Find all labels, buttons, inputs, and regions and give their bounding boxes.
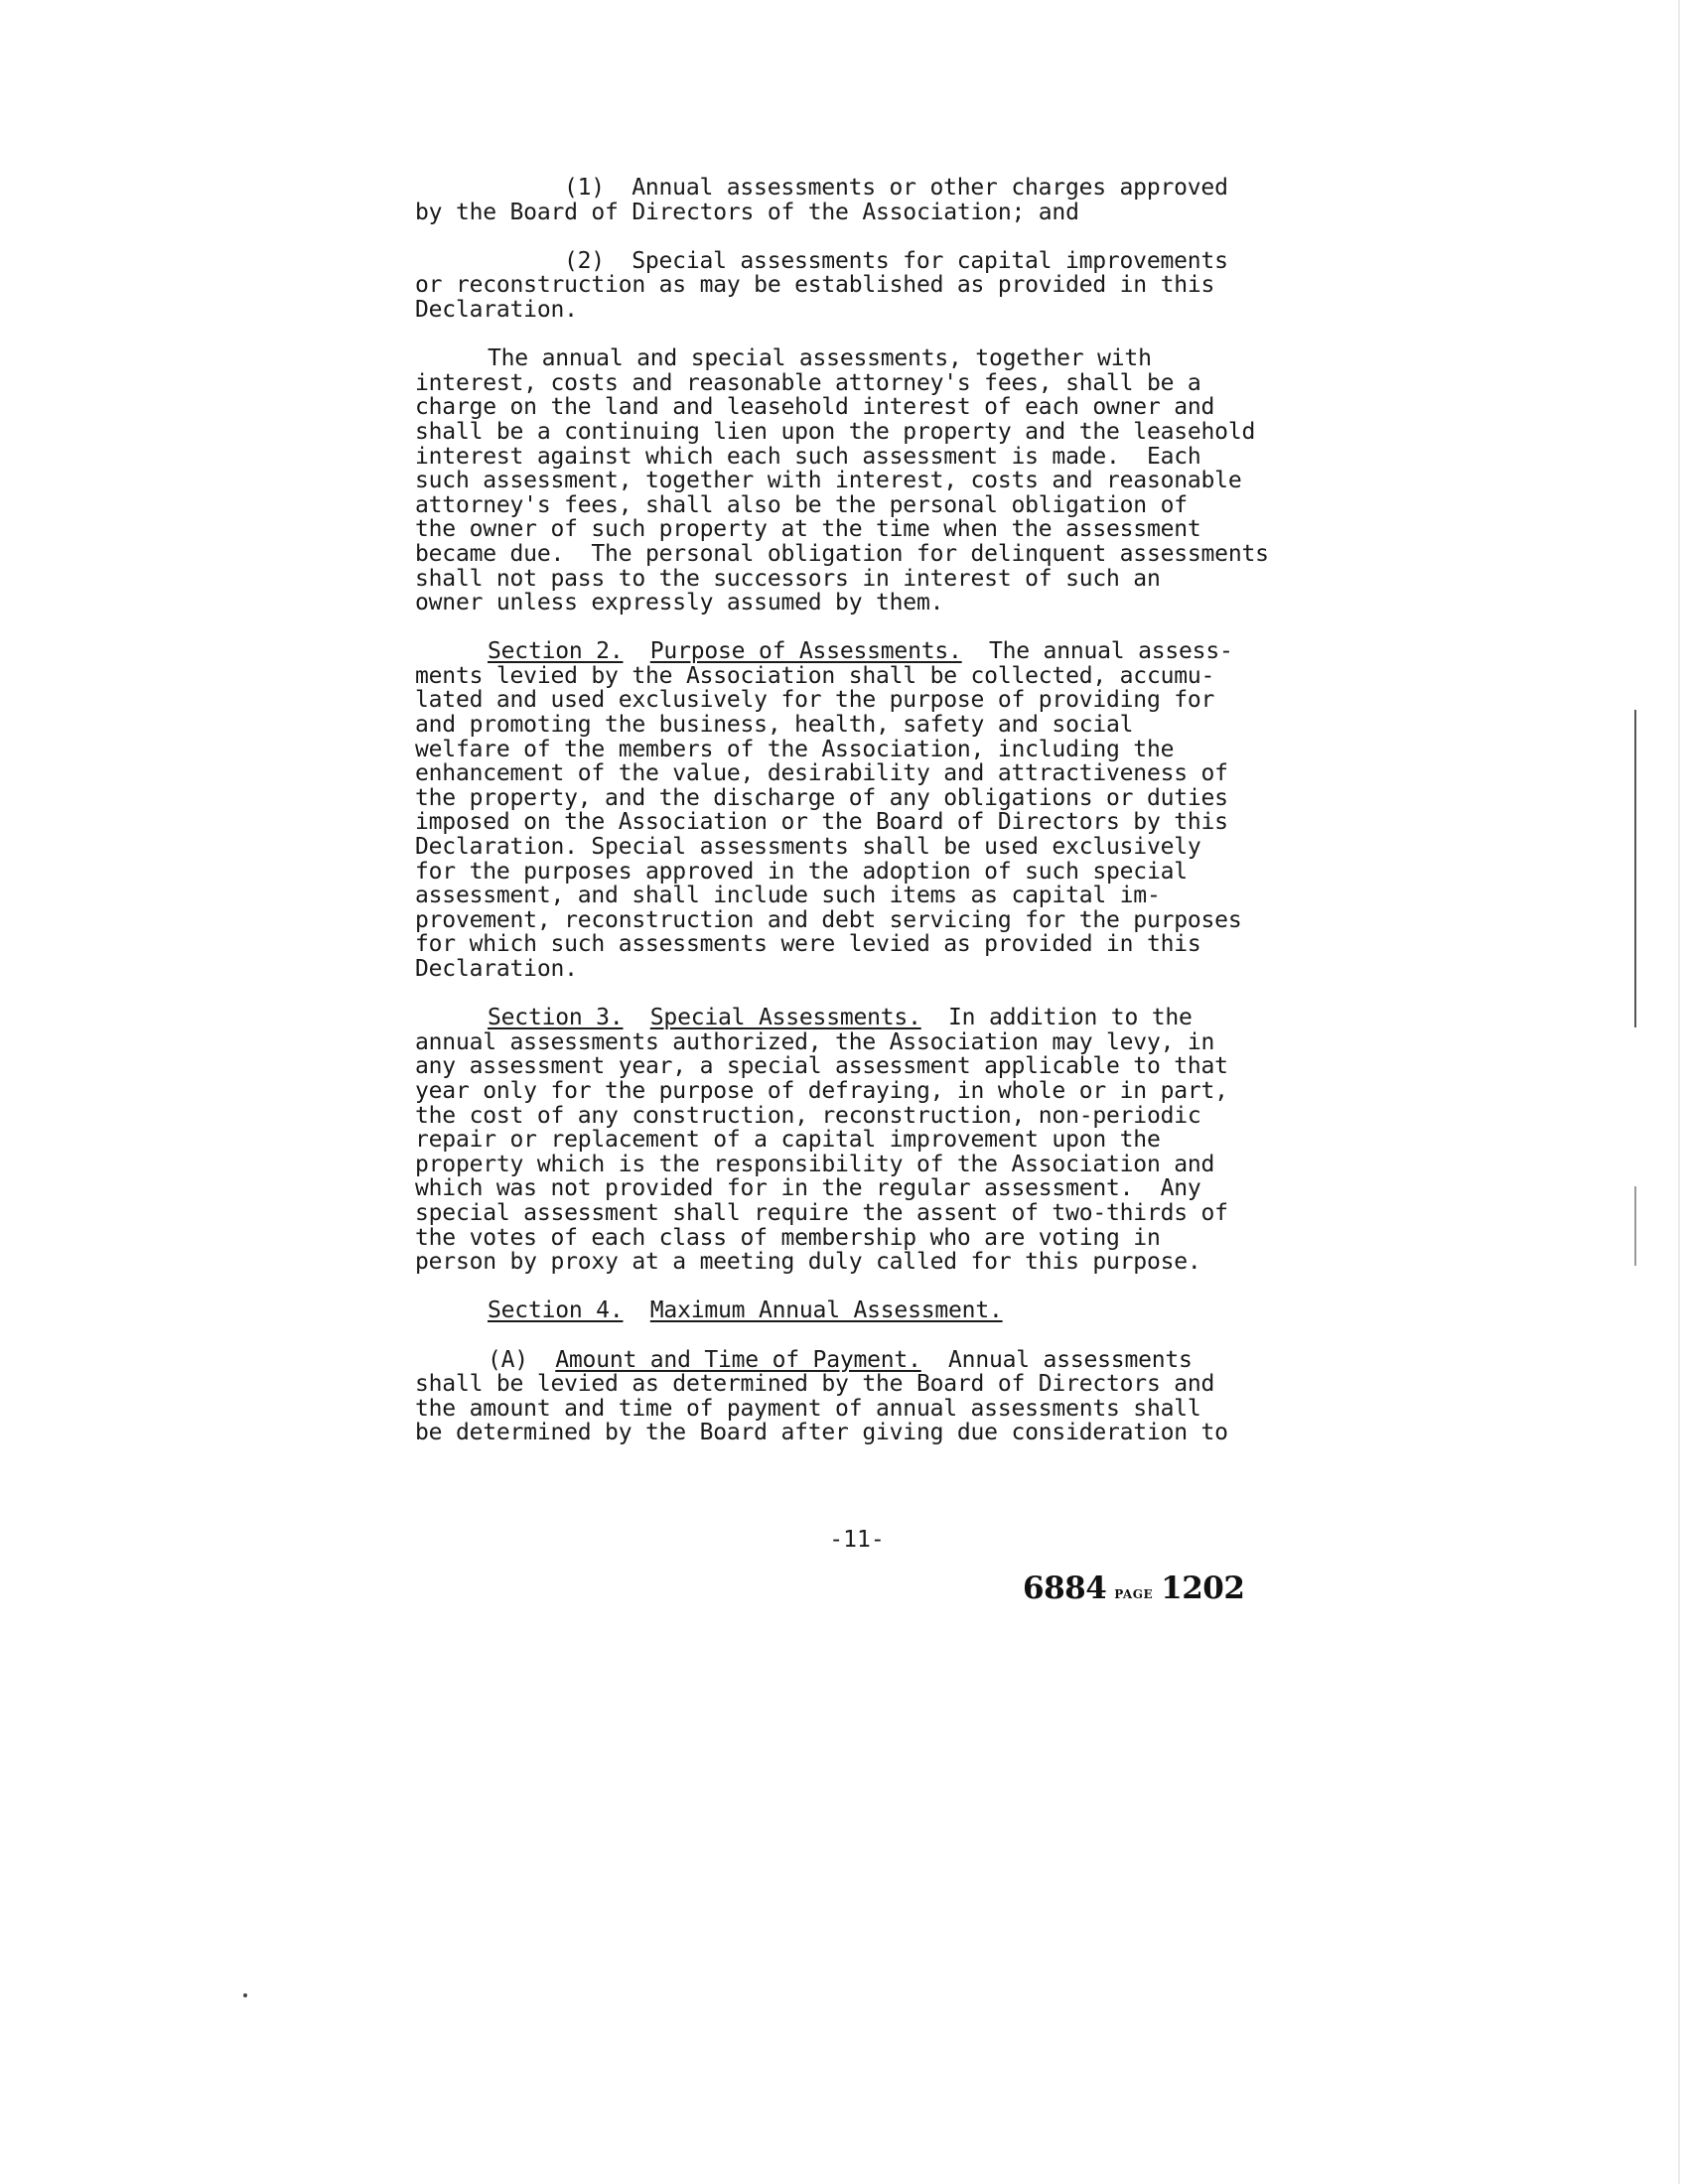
underlined-heading: Section 3. [488, 1005, 624, 1031]
stamp-page-number: 1202 [1161, 1570, 1245, 1606]
text-line [415, 591, 1329, 615]
paragraph-item-1 [415, 176, 1329, 224]
text-segment: Annual assessments [920, 1346, 1193, 1373]
text-segment: property which is the responsibility of the Association and [415, 1151, 1215, 1177]
text-segment: shall not pass to the successors in interest of such an [415, 565, 1161, 592]
paragraph-section-4 [415, 1298, 1329, 1323]
text-line [415, 469, 1329, 493]
text-line [415, 1421, 1329, 1445]
text-line [415, 639, 1329, 664]
document-body [415, 176, 1329, 1469]
text-line [415, 786, 1329, 811]
text-segment: The annual and special assessments, together with [488, 345, 1152, 372]
text-line [415, 445, 1329, 470]
text-segment: (1) Annual assessments or other charges approved [564, 175, 1228, 201]
text-segment: the cost of any construction, reconstruction, non-periodic [415, 1102, 1201, 1129]
underlined-heading: Special Assessments. [649, 1005, 921, 1031]
text-segment: the property, and the discharge of any obligations or duties [415, 784, 1228, 811]
text-line [415, 1201, 1329, 1226]
text-line [415, 664, 1329, 689]
paragraph-section-3 [415, 1006, 1329, 1275]
text-segment: became due. The personal obligation for delinquent assessments [415, 540, 1269, 567]
text-segment: interest against which each such assessment is made. Each [415, 443, 1201, 470]
text-line [415, 1054, 1329, 1079]
text-segment: for which such assessments were levied as provided in this [415, 931, 1201, 958]
underlined-heading: Section 4. [488, 1297, 624, 1324]
text-line [415, 298, 1329, 323]
text-segment [623, 638, 649, 664]
text-line [415, 908, 1329, 933]
text-segment: charge on the land and leasehold interest of each owner and [415, 394, 1215, 421]
underlined-heading: Maximum Annual Assessment. [649, 1297, 1003, 1324]
text-line [415, 957, 1329, 982]
scan-margin-mark [1634, 1186, 1636, 1266]
text-segment: owner unless expressly assumed by them. [415, 590, 944, 616]
scan-edge-line [1678, 0, 1680, 2184]
text-segment: which was not provided for in the regular assessment. Any [415, 1175, 1201, 1202]
text-segment: for the purposes approved in the adoption of such special [415, 858, 1188, 885]
text-line [415, 493, 1329, 518]
text-line [415, 713, 1329, 738]
text-line [415, 346, 1329, 371]
text-line [415, 1128, 1329, 1153]
text-segment: year only for the purpose of defraying, in whole or in part, [415, 1077, 1228, 1104]
text-line [415, 567, 1329, 592]
text-segment: attorney's fees, shall also be the personal obligation of [415, 491, 1188, 518]
text-line [415, 517, 1329, 542]
text-line [415, 761, 1329, 786]
text-line [415, 273, 1329, 298]
text-line [415, 1006, 1329, 1030]
text-line [415, 810, 1329, 835]
underlined-heading: Amount and Time of Payment. [555, 1346, 921, 1373]
text-segment: interest, costs and reasonable attorney's fees, shall be a [415, 369, 1201, 396]
text-line [415, 1397, 1329, 1422]
text-line [415, 176, 1329, 201]
text-line [415, 1348, 1329, 1373]
text-segment [623, 1297, 649, 1323]
stamp-page-label: PAGE [1114, 1587, 1154, 1601]
text-line [415, 420, 1329, 445]
text-line [415, 201, 1329, 225]
scan-speck [243, 1993, 247, 1997]
text-segment: special assessment shall require the assent of two-thirds of [415, 1199, 1228, 1226]
text-line [415, 1176, 1329, 1201]
text-segment: annual assessments authorized, the Association may levy, in [415, 1028, 1215, 1055]
text-segment: be determined by the Board after giving due consideration to [415, 1420, 1228, 1446]
text-segment: the votes of each class of membership who are voting in [415, 1224, 1161, 1251]
text-segment: (A) [488, 1346, 556, 1373]
text-segment: the amount and time of payment of annual assessments shall [415, 1395, 1201, 1422]
text-line [415, 1030, 1329, 1055]
text-segment: Declaration. Special assessments shall be used exclusively [415, 834, 1201, 861]
scan-margin-mark [1634, 710, 1636, 1027]
text-line [415, 835, 1329, 860]
text-segment: welfare of the members of the Association, including the [415, 736, 1175, 762]
text-line [415, 395, 1329, 420]
text-line [415, 1372, 1329, 1397]
text-line [415, 1079, 1329, 1104]
text-segment: assessment, and shall include such items as capital im- [415, 883, 1161, 909]
text-segment: enhancement of the value, desirability and attractiveness of [415, 760, 1228, 787]
text-segment: or reconstruction as may be established as provided in this [415, 272, 1215, 299]
text-line [415, 884, 1329, 908]
text-line [415, 249, 1329, 274]
text-segment: the owner of such property at the time when the assessment [415, 516, 1201, 543]
text-segment: and promoting the business, health, safety and social [415, 712, 1134, 739]
text-segment: shall be a continuing lien upon the property and the leasehold [415, 418, 1256, 445]
text-segment: repair or replacement of a capital improvement upon the [415, 1127, 1161, 1154]
text-line [415, 1250, 1329, 1275]
paragraph-lien-paragraph [415, 346, 1329, 615]
paragraph-section-4-a [415, 1348, 1329, 1445]
underlined-heading: Purpose of Assessments. [649, 638, 962, 665]
paragraph-item-2 [415, 249, 1329, 323]
underlined-heading: Section 2. [488, 638, 624, 665]
text-segment: by the Board of Directors of the Association; and [415, 199, 1079, 225]
text-line [415, 1298, 1329, 1323]
text-segment: any assessment year, a special assessment applicable to that [415, 1053, 1228, 1080]
text-segment: Declaration. [415, 296, 578, 323]
text-segment: Declaration. [415, 956, 578, 982]
paragraph-section-2 [415, 639, 1329, 981]
text-segment: shall be levied as determined by the Board of Directors and [415, 1371, 1215, 1398]
text-segment: provement, reconstruction and debt servicing for the purposes [415, 906, 1242, 933]
text-segment: ments levied by the Association shall be collected, accumu- [415, 662, 1215, 689]
text-segment: imposed on the Association or the Board of Directors by this [415, 809, 1228, 836]
text-line [415, 860, 1329, 885]
text-line [415, 1104, 1329, 1129]
text-segment: lated and used exclusively for the purpose of providing for [415, 687, 1215, 714]
text-line [415, 1153, 1329, 1177]
text-line [415, 371, 1329, 396]
text-segment: such assessment, together with interest, costs and reasonable [415, 468, 1242, 494]
text-segment: person by proxy at a meeting duly called for this purpose. [415, 1249, 1201, 1276]
stamp-book-number: 6884 [1023, 1570, 1107, 1606]
text-line [415, 688, 1329, 713]
recording-stamp [1023, 1570, 1244, 1606]
text-segment [623, 1005, 649, 1030]
text-line [415, 542, 1329, 567]
text-segment: (2) Special assessments for capital improvements [564, 247, 1228, 274]
page-number: -11- [829, 1527, 885, 1553]
text-line [415, 738, 1329, 762]
text-line [415, 1226, 1329, 1251]
text-segment: The annual assess- [961, 638, 1233, 665]
text-line [415, 932, 1329, 957]
text-segment: In addition to the [920, 1005, 1193, 1031]
